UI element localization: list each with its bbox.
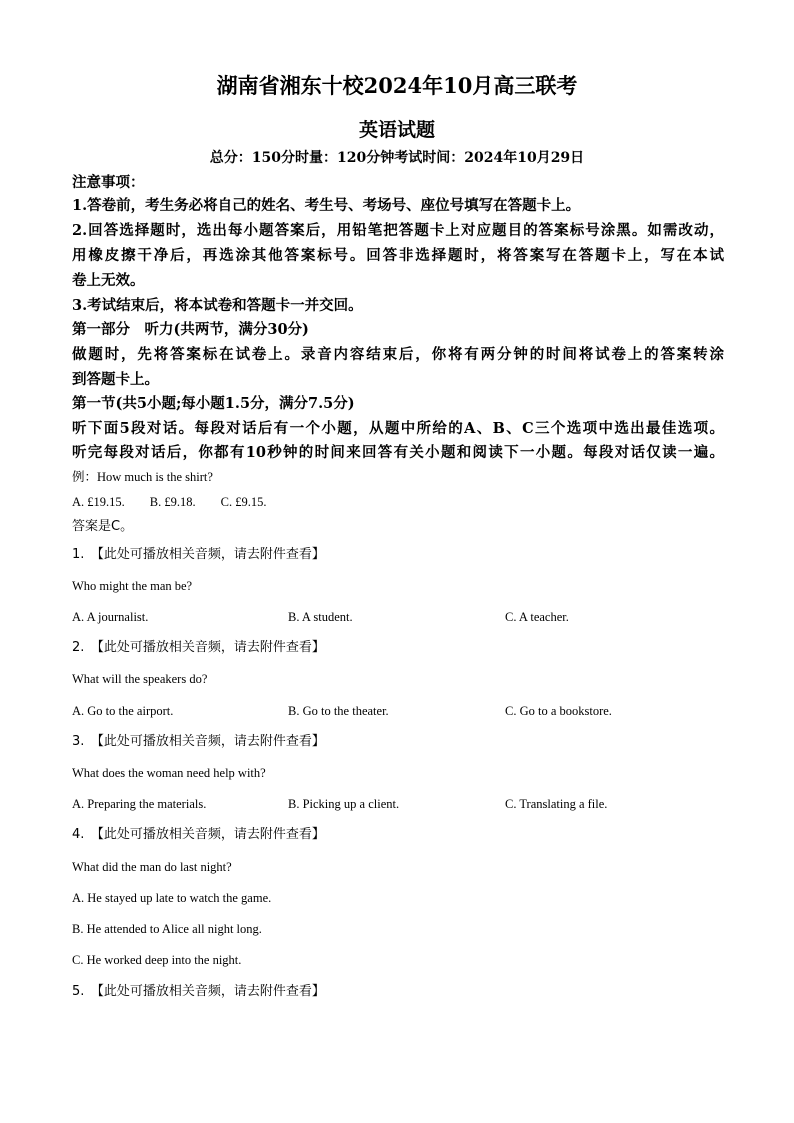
part1-instructions-line-2: 到答题卡上。 <box>72 371 159 388</box>
example-answer: 答案是C。 <box>72 519 134 534</box>
notice-heading: 注意事项： <box>72 174 145 191</box>
q4-option-c: C. He worked deep into the night. <box>72 953 242 967</box>
q1-option-c: C. A teacher. <box>505 610 569 624</box>
exam-subject: 英语试题 <box>358 119 435 141</box>
part1-instructions-line-1: 做题时，先将答案标在试卷上。录音内容结束后，你将有两分钟的时间将试卷上的答案转涂 <box>72 346 724 363</box>
q3-option-c: C. Translating a file. <box>505 797 608 811</box>
q1-option-a: A. A journalist. <box>72 610 149 624</box>
q4-option-b: B. He attended to Alice all night long. <box>72 922 262 936</box>
q2-option-b: B. Go to the theater. <box>288 704 389 718</box>
notice-item-1: 1.答卷前，考生务必将自己的姓名、考生号、考场号、座位号填写在答题卡上。 <box>72 197 581 214</box>
q2-option-a: A. Go to the airport. <box>72 704 174 718</box>
notice-item-3: 3.考试结束后，将本试卷和答题卡一并交回。 <box>72 297 363 314</box>
section1-instructions-line-1: 听下面5段对话。每段对话后有一个小题，从题中所给的A、B、C三个选项中选出最佳选项。 <box>72 420 724 437</box>
q5-audio-note: 5. 【此处可播放相关音频，请去附件查看】 <box>72 984 325 999</box>
q1-audio-note: 1. 【此处可播放相关音频，请去附件查看】 <box>72 547 325 562</box>
exam-info: 总分：150分时量：120分钟考试时间：2024年10月29日 <box>209 150 585 166</box>
section1-instructions-line-2: 听完每段对话后，你都有10秒钟的时间来回答有关小题和阅读下一小题。每段对话仅读一遍。 <box>72 444 724 461</box>
q4-audio-note: 4. 【此处可播放相关音频，请去附件查看】 <box>72 827 325 842</box>
q3-question: What does the woman need help with? <box>72 766 266 780</box>
q1-question: Who might the man be? <box>72 579 193 593</box>
exam-title: 湖南省湘东十校2024年10月高三联考 <box>216 73 578 98</box>
q2-option-c: C. Go to a bookstore. <box>505 704 612 718</box>
example-options: A. £19.15. B. £9.18. C. £9.15. <box>72 495 267 509</box>
section1-heading: 第一节(共5小题;每小题1.5分，满分7.5分) <box>72 395 355 412</box>
q3-audio-note: 3. 【此处可播放相关音频，请去附件查看】 <box>72 734 325 749</box>
q4-question: What did the man do last night? <box>72 860 232 874</box>
notice-item-2-line-3: 卷上无效。 <box>72 272 145 289</box>
q3-option-b: B. Picking up a client. <box>288 797 400 811</box>
part1-heading: 第一部分 听力(共两节，满分30分) <box>72 321 309 338</box>
q4-option-a: A. He stayed up late to watch the game. <box>72 891 272 905</box>
q1-option-b: B. A student. <box>288 610 353 624</box>
notice-item-2-line-1: 2.回答选择题时，选出每小题答案后，用铅笔把答题卡上对应题目的答案标号涂黑。如需改动， <box>72 222 724 239</box>
q3-option-a: A. Preparing the materials. <box>72 797 207 811</box>
q2-question: What will the speakers do? <box>72 672 208 686</box>
q2-audio-note: 2. 【此处可播放相关音频，请去附件查看】 <box>72 640 325 655</box>
example-question: 例：How much is the shirt? <box>72 470 213 484</box>
notice-item-2-line-2: 用橡皮擦干净后，再选涂其他答案标号。回答非选择题时，将答案写在答题卡上，写在本试 <box>72 247 724 264</box>
